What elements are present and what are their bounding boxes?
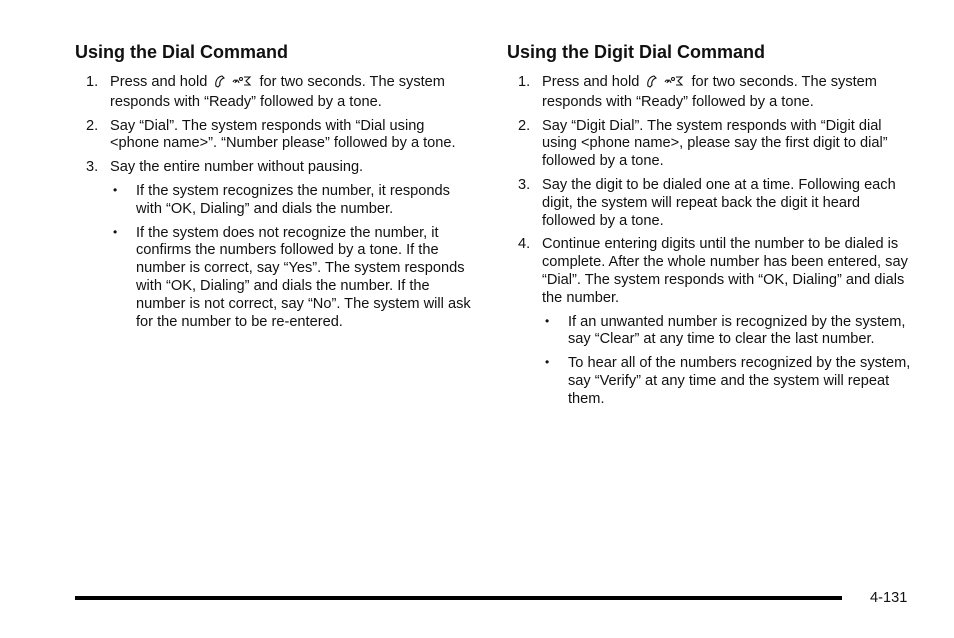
step-text: Say the digit to be dialed one at a time. Following each digit, the system will repeat back the digit it heard followed by a tone. xyxy=(542,176,896,229)
left-column xyxy=(75,40,475,337)
step-number: 1. xyxy=(518,74,531,90)
list-item xyxy=(507,177,912,230)
phone-handset-icon xyxy=(645,74,659,94)
bullet-glyph: • xyxy=(113,182,118,197)
step-text: Say the entire number without pausing. xyxy=(110,159,364,176)
bullet-text: If the system does not recognize the number, it confirms the numbers followed by a tone. If the number is correct, say “Yes”. The system responds with “OK, Dialing” and dials the number. If the number is not correct, say “No”. The system will ask for the number to be re-entered. xyxy=(136,224,471,330)
bullet-item xyxy=(542,355,912,408)
step-text: Say “Digit Dial”. The system responds with “Digit dial using <phone name>, please say the first digit to dial” followed by a tone. xyxy=(542,117,888,170)
bullet-text: If the system recognizes the number, it responds with “OK, Dialing” and dials the number. xyxy=(136,182,450,217)
left-heading: Using the Dial Command xyxy=(75,42,289,62)
step-number: 2. xyxy=(518,117,531,134)
phone-handset-icon xyxy=(213,74,227,94)
list-item xyxy=(507,236,912,408)
step-number: 3. xyxy=(518,176,531,193)
bullet-item xyxy=(542,314,912,350)
bullet-glyph: • xyxy=(545,355,550,370)
step-number: 4. xyxy=(518,236,531,253)
voice-recognition-icon xyxy=(231,74,253,94)
step-text-after: for two seconds. The system responds with “Ready” followed by a tone. xyxy=(542,74,877,110)
step-text-before: Press and hold xyxy=(110,74,208,90)
list-item xyxy=(75,118,475,154)
right-heading: Using the Digit Dial Command xyxy=(507,42,766,62)
footer-rule xyxy=(75,596,842,600)
bullet-glyph: • xyxy=(113,224,118,239)
step-text: Continue entering digits until the number to be dialed is complete. After the whole number has been entered, say “Dial”. The system responds with “OK, Dialing” and dials the number. xyxy=(542,236,908,306)
step-number: 1. xyxy=(86,74,99,90)
list-item xyxy=(507,74,912,112)
list-item xyxy=(75,74,475,112)
bullet-item xyxy=(110,225,475,332)
left-steps-list xyxy=(75,74,475,331)
bullet-list xyxy=(542,314,912,409)
voice-recognition-icon xyxy=(663,74,685,94)
list-item xyxy=(507,118,912,171)
bullet-text: If an unwanted number is recognized by the system, say “Clear” at any time to clear the last number. xyxy=(568,313,906,348)
bullet-text: To hear all of the numbers recognized by the system, say “Verify” at any time and the system will repeat them. xyxy=(568,355,911,407)
step-text-after: for two seconds. The system responds with “Ready” followed by a tone. xyxy=(110,74,445,110)
bullet-item xyxy=(110,183,475,219)
step-text: Say “Dial”. The system responds with “Dial using <phone name>”. “Number please” followed by a tone. xyxy=(110,117,456,152)
right-column xyxy=(507,40,912,415)
step-number: 2. xyxy=(86,117,99,134)
list-item xyxy=(75,159,475,331)
bullet-glyph: • xyxy=(545,313,550,328)
step-text-before: Press and hold xyxy=(542,74,640,90)
page-number: 4-131 xyxy=(870,590,908,606)
bullet-list xyxy=(110,183,475,331)
right-steps-list xyxy=(507,74,912,409)
step-number: 3. xyxy=(86,159,99,176)
